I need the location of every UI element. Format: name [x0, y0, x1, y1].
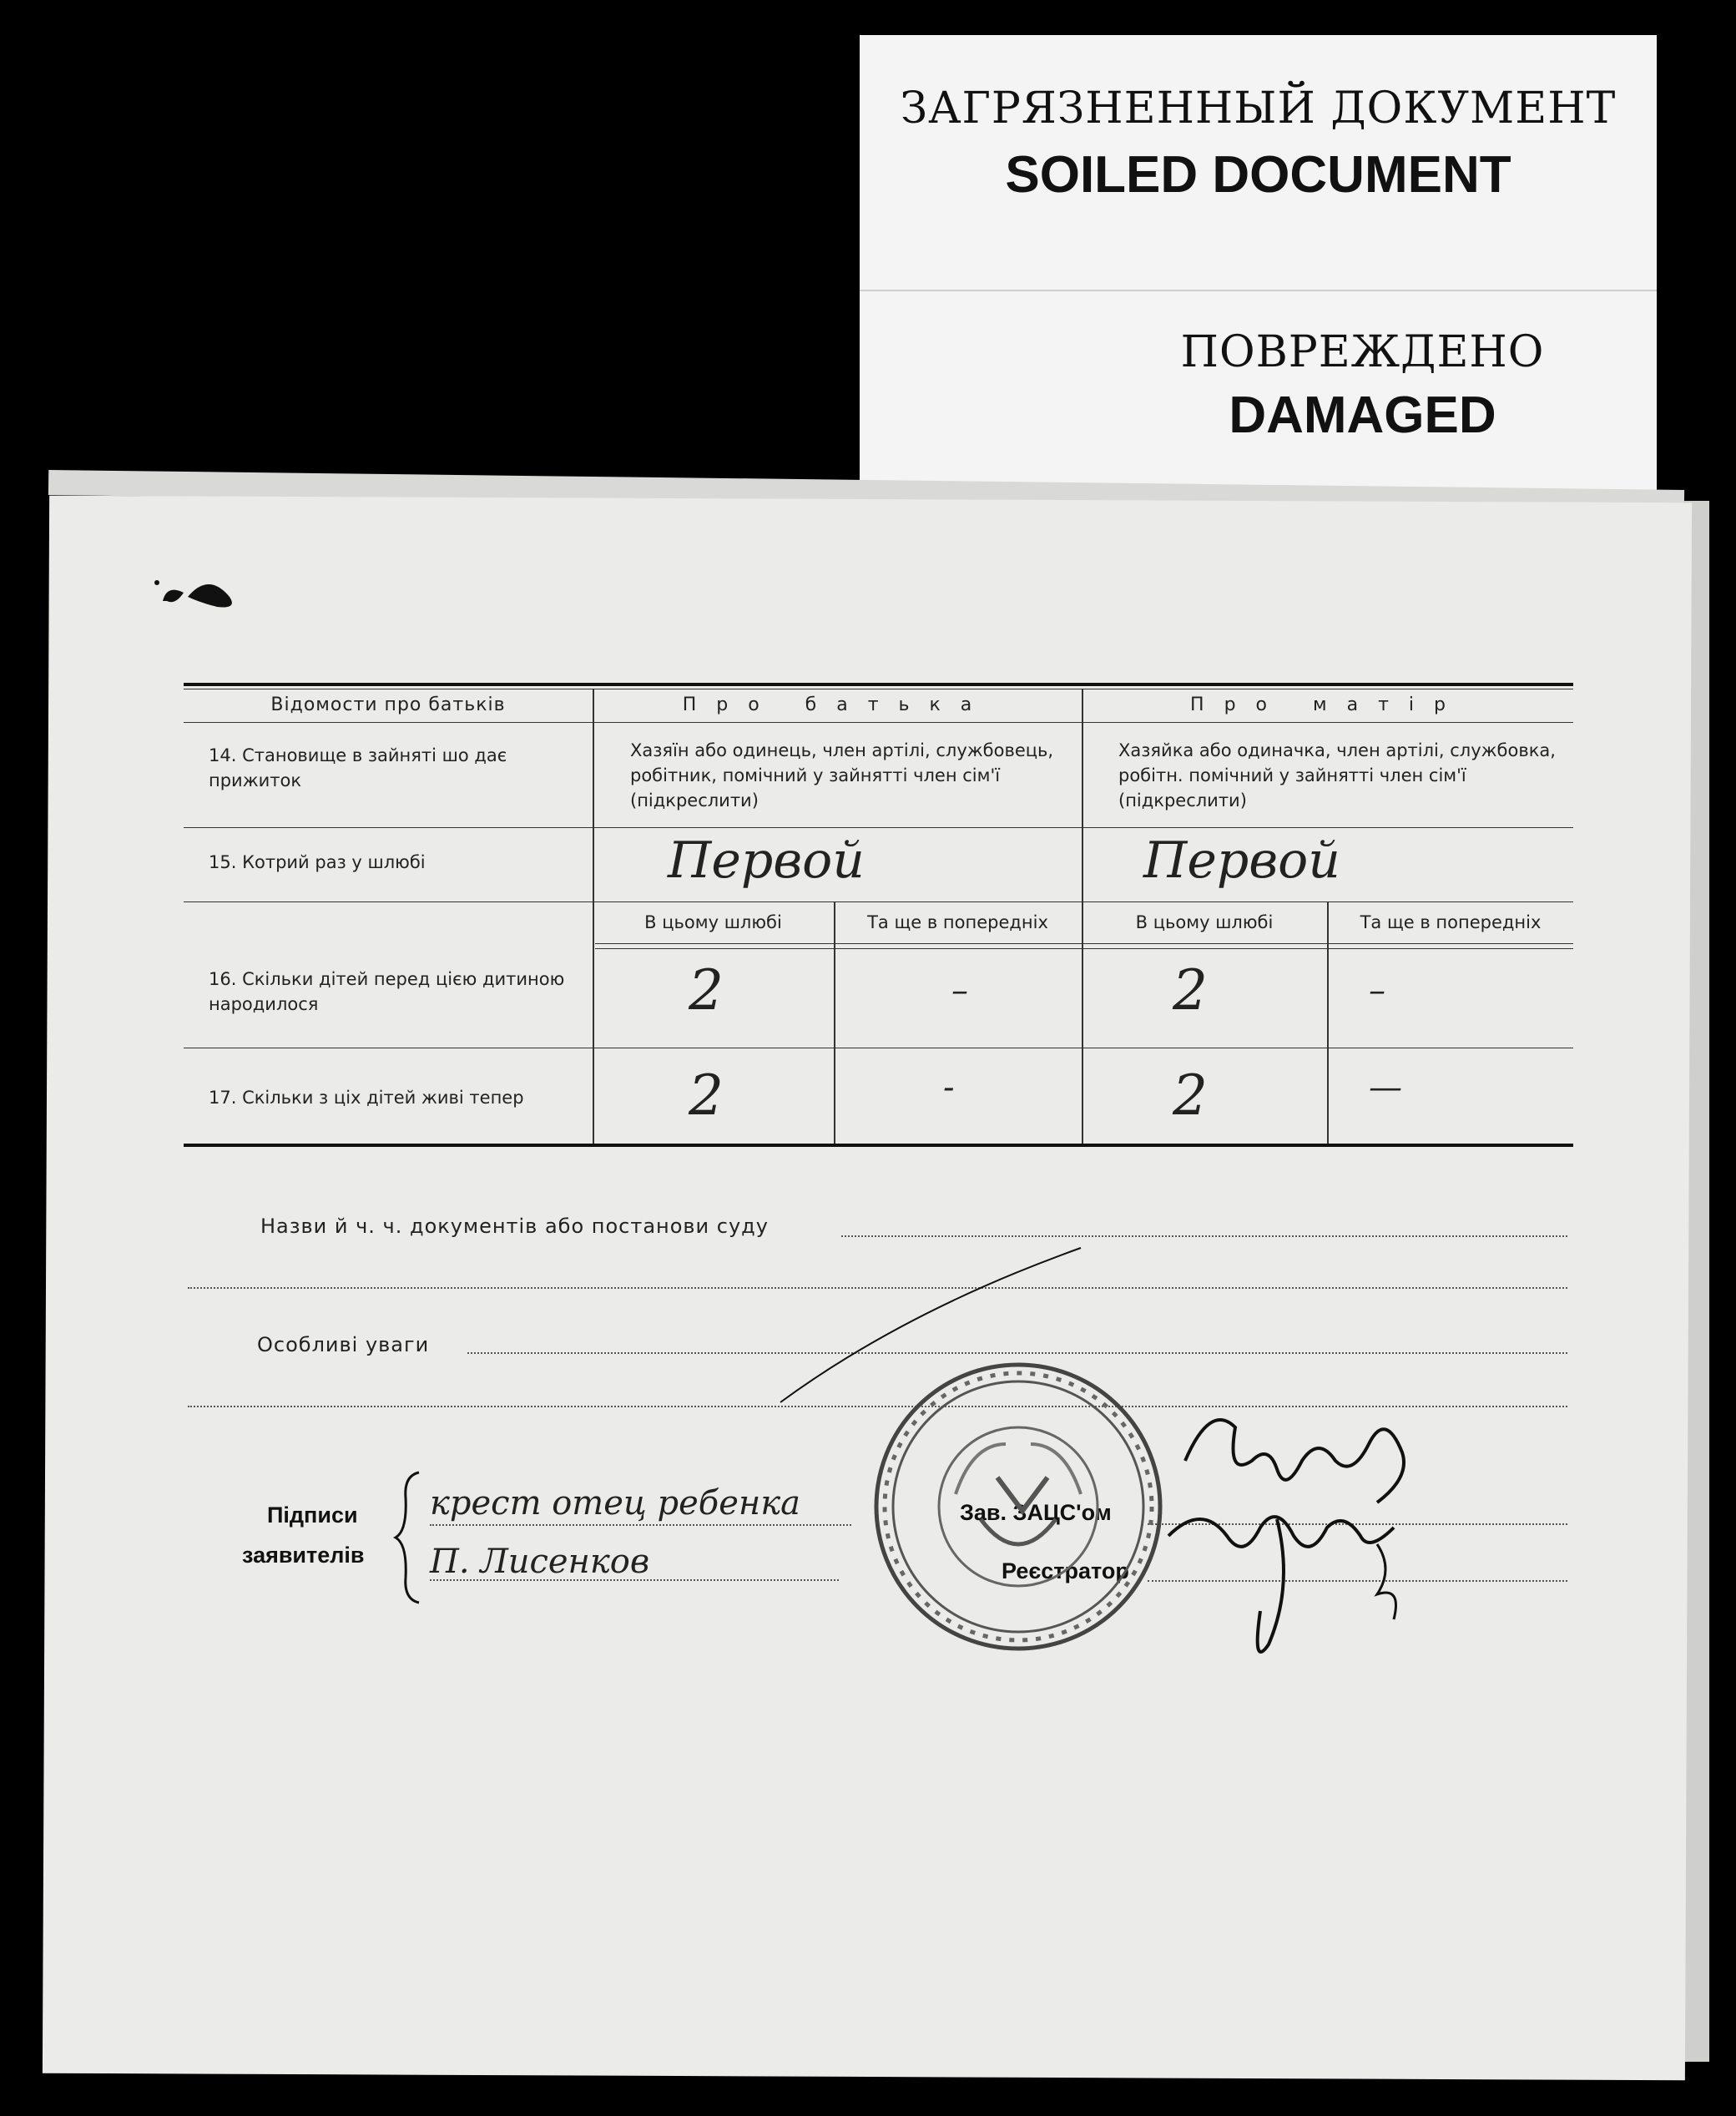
- brace-icon: [392, 1469, 426, 1607]
- documents-label: Назви й ч. ч. документів або постанови суду: [260, 1215, 769, 1238]
- header-mother: Про матір: [1190, 694, 1466, 715]
- row14-label: 14. Становище в зайняті шо дає прижиток: [209, 745, 507, 790]
- subheader-mother-this: В цьому шлюбі: [1135, 912, 1274, 932]
- row17-label: 17. Скільки з ціх дітей живі тепер: [209, 1088, 524, 1108]
- subheader-father-this: В цьому шлюбі: [644, 912, 782, 932]
- row15-label: 15. Котрий раз у шлюбі: [209, 852, 426, 872]
- soiled-label-ru: ЗАГРЯЗНЕННЫЙ ДОКУМЕНТ: [900, 83, 1617, 134]
- row15-mother-handwritten: Первой: [1143, 831, 1340, 890]
- damaged-label-en: DAMAGED: [1229, 386, 1496, 444]
- pen-stroke-icon: [772, 1244, 1089, 1411]
- row16-father-prev: –: [951, 972, 968, 1010]
- handwritten-signature-icon: [1152, 1386, 1452, 1669]
- signature-line-2: П. Лисенков: [430, 1543, 650, 1581]
- subheader-mother-prev: Та ще в попередніх: [1360, 912, 1542, 932]
- archive-label-card: [860, 35, 1657, 504]
- row17-mother-prev: —: [1369, 1068, 1402, 1107]
- soiled-label-en: SOILED DOCUMENT: [1005, 146, 1511, 204]
- parents-info-table: [184, 683, 1573, 1150]
- row17-mother-this: 2: [1173, 1063, 1208, 1128]
- damaged-label-ru: ПОВРЕЖДЕНО: [1180, 327, 1545, 377]
- signatures-label-2: заявителів: [242, 1543, 365, 1568]
- header-info: Відомости про батьків: [270, 694, 506, 715]
- notes-label: Особливі уваги: [257, 1333, 430, 1356]
- row15-father-handwritten: Первой: [668, 831, 865, 890]
- row16-mother-this: 2: [1173, 958, 1208, 1023]
- signatures-label-1: Підписи: [267, 1502, 358, 1528]
- row16-father-this: 2: [689, 958, 724, 1023]
- row14-mother: Хазяйка або одиначка, член артілі, службовка, робітн. помічний у зайнятті член сім'ї (підкреслити): [1118, 740, 1556, 811]
- subheader-father-prev: Та ще в попередніх: [867, 912, 1048, 932]
- registrar-label: Реєстратор: [1002, 1558, 1129, 1583]
- table-top-rule: [184, 683, 1573, 686]
- row17-father-this: 2: [689, 1063, 724, 1128]
- header-father: Про батька: [682, 694, 992, 715]
- head-label: Зав. ЗАЦС'ом: [960, 1500, 1112, 1525]
- row16-label: 16. Скільки дітей перед цією дитиною народилося: [209, 969, 565, 1014]
- row16-mother-prev: –: [1369, 972, 1385, 1010]
- ink-mark-icon: [150, 568, 259, 626]
- signature-line-1: крест отец ребенка: [430, 1484, 800, 1523]
- label-divider: [860, 290, 1657, 291]
- row14-father: Хазяїн або одинець, член артілі, службовець, робітник, помічний у зайнятті член сім'ї (підкреслити): [630, 740, 1054, 811]
- table-bottom-rule: [184, 1144, 1573, 1147]
- row17-father-prev: -: [943, 1068, 955, 1107]
